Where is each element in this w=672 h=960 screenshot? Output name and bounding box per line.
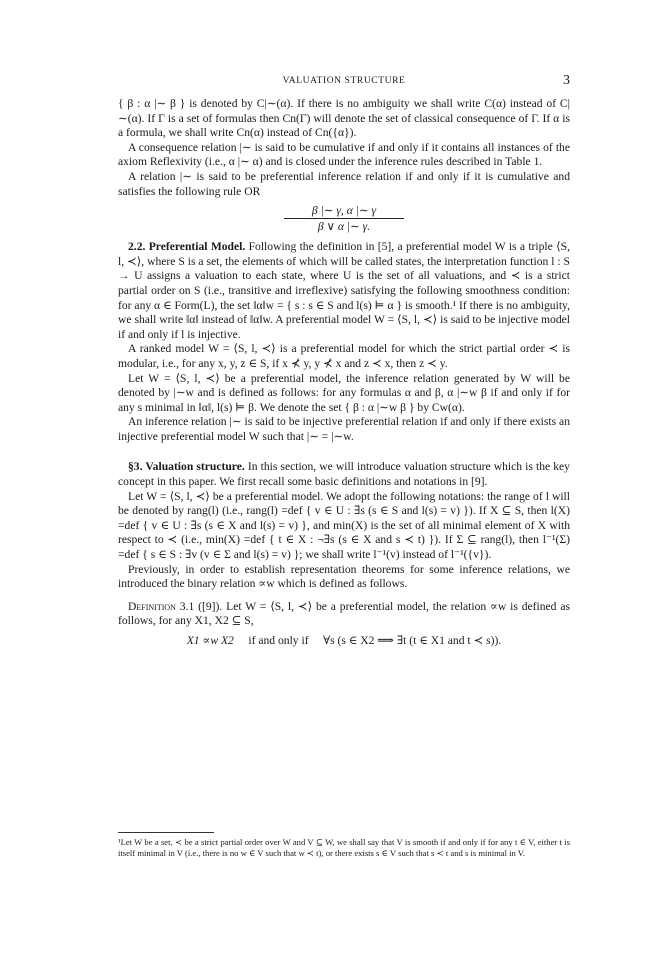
footnote: ¹Let W be a set, ≺ be a strict partial order over W and V ⊆ W, we shall say that V is smooth if and only if for any t ∈ V, either t is itself minimal in V (i.e., there is no w ∈ V such that w ≺ t), or there exists s ∈ V such that s ≺ t and s is minimal in V. <box>118 837 570 859</box>
section-2-2 <box>118 240 570 342</box>
page-number: 3 <box>563 73 570 88</box>
main-text <box>118 97 570 654</box>
footnote-rule <box>118 832 214 833</box>
paragraph-cumulative: A consequence relation |∼ is said to be cumulative if and only if it contains all instances of the axiom Reflexivity (i.e., α |∼ α) and is closed under the inference rules described in Table 1. <box>118 140 570 169</box>
section-3 <box>118 460 570 489</box>
section-2-2-heading: 2.2. Preferential Model. <box>128 240 246 254</box>
or-rule-end: . <box>367 220 371 234</box>
definition-formula <box>118 633 570 648</box>
running-head: VALUATION STRUCTURE <box>282 76 406 86</box>
section-3-heading: §3. Valuation structure. <box>128 460 245 474</box>
section-gap <box>118 444 570 460</box>
formula-mid: if and only if <box>248 634 309 647</box>
paragraph-ranked-model: A ranked model W = ⟨S, l, ≺⟩ is a preferential model for which the strict partial order ≺ is modular, i.e., for any x, y, z ∈ S, if x ⊀ y, y ⊀ x and z ≺ x, then z ≺ y. <box>118 342 570 370</box>
section-2-2-text: Following the definition in [5], a preferential model W is a triple ⟨S, l, ≺⟩, where S is a set, the elements of which will be called states, the interpretation function l : S → U assigns a valuation to each state, where U is the set of all valuations, and ≺ is a strict partial order on S (i.e., transitive and irreflexive) satisfying the following smoothness condition: for any α ∈ Form(L), the set ‖α‖w = { s : s ∈ S and l(s) ⊨ α } is smooth.¹ If there is no ambiguity, we shall write ‖α‖ instead of ‖α‖w. A preferential model W = ⟨S, l, ≺⟩ is said to be injective model if and only if l is injective. <box>118 240 570 341</box>
definition-3-1 <box>118 600 570 629</box>
section-3-text: In this section, we will introduce valuation structure which is the key concept in this paper. We first recall some basic definitions and notations in [9]. <box>118 460 570 489</box>
or-rule-premises: β |∼ γ, α |∼ γ <box>284 203 404 219</box>
paragraph-preferential: A relation |∼ is said to be preferential inference relation if and only if it is cumulative and satisfies the following rule OR <box>118 169 570 198</box>
paragraph-previously: Previously, in order to establish representation theorems for some inference relations, we introduced the binary relation ∝w which is defined as follows. <box>118 562 570 591</box>
paragraph-consequence: { β : α |∼ β } is denoted by C|∼(α). If there is no ambiguity we shall write C(α) instead of C|∼(α). If Γ is a set of formulas then Cn(Γ) will denote the set of classical consequence of Γ. If α is a formula, we shall write Cn(α) instead of Cn({α}). <box>118 97 570 140</box>
or-rule <box>118 203 570 234</box>
paragraph-injective: An inference relation |∼ is said to be injective preferential relation if and only if there exists an injective preferential model W such that |∼ = |∼w. <box>118 415 570 443</box>
paragraph-inference-relation: Let W = ⟨S, l, ≺⟩ be a preferential model, the inference relation generated by W will be denoted by |∼w and is defined as follows: for any formulas α and β, α |∼w β if and only if for any s minimal in ‖α‖, l(s) ⊨ β. We denote the set { β : α |∼w β } by Cw(α). <box>118 371 570 414</box>
formula-right: ∀s (s ∈ X2 ⟹ ∃t (t ∈ X1 and t ≺ s)). <box>323 634 502 647</box>
definition-gap <box>118 592 570 600</box>
formula-left: X1 ∝w X2 <box>186 634 234 647</box>
definition-text: Let W = ⟨S, l, ≺⟩ be a preferential model, the relation ∝w is defined as follows, for any X1, X2 ⊆ S, <box>118 599 570 628</box>
or-rule-conclusion: β ∨ α |∼ γ <box>317 220 368 234</box>
definition-label: Definition 3.1 ([9]). <box>128 599 223 613</box>
page-header <box>118 73 570 92</box>
paragraph-notations: Let W = ⟨S, l, ≺⟩ be a preferential model. We adopt the following notations: the range of l will be denoted by rang(l) (i.e., rang(l) =def { v ∈ U : ∃s (s ∈ S and l(s) = v) }). If X ⊆ S, then l(X) =def { v ∈ U : ∃s (s ∈ X and l(s) = v) }, and min(X) is the set of all minimal element of X with respect to ≺ (i.e., min(X) =def { t ∈ X : ¬∃s (s ∈ X and s ≺ t) }). If Σ ⊆ rang(l), then l⁻¹(Σ) =def { s ∈ S : ∃v (v ∈ Σ and l(s) = v) }; we shall write l⁻¹(v) instead of l⁻¹({v}). <box>118 489 570 562</box>
